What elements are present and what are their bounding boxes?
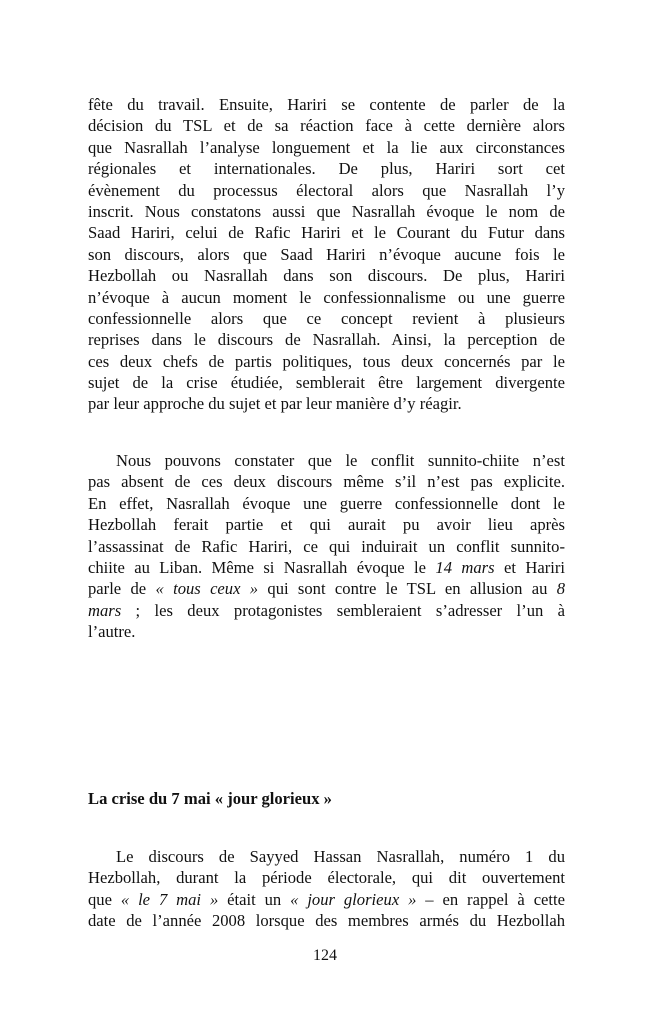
paragraph-3 (88, 846, 565, 932)
text-line (88, 265, 565, 286)
text-run: Nous pouvons constater que le conflit sunnito-chiite n’est (116, 451, 565, 470)
text-line (88, 867, 565, 888)
text-line (88, 471, 565, 492)
text-run: décision du TSL et de sa réaction face à cette dernière alors (88, 116, 565, 136)
text-run: que Nasrallah l’analyse longuement et la lie aux circonstances (88, 137, 565, 157)
text-line (88, 244, 565, 265)
text-run: reprises dans le discours de Nasrallah. Ainsi, la perception de (88, 330, 565, 350)
text-line (88, 450, 565, 471)
text-run: n’évoque à aucun moment le confessionnalisme ou une guerre (88, 287, 565, 307)
text-run: Le discours de Sayyed Hassan Nasrallah, numéro 1 du (116, 847, 565, 866)
italic-text: 14 mars (435, 557, 495, 577)
text-line (88, 222, 565, 243)
text-line (88, 329, 565, 350)
text-run: date de l’année 2008 lorsque des membres armés du Hezbollah (88, 911, 565, 931)
text-run: fête du travail. Ensuite, Hariri se contente de parler de la (88, 95, 565, 114)
text-line (88, 393, 565, 414)
italic-text: « tous ceux » (155, 579, 259, 599)
text-run: Saad Hariri, celui de Rafic Hariri et le Courant du Futur dans (88, 223, 565, 243)
text-run: l’assassinat de Rafic Hariri, ce qui induirait un conflit sunnito- (88, 536, 565, 556)
text-line (88, 351, 565, 372)
page-number: 124 (313, 947, 337, 964)
text-line (88, 578, 565, 599)
text-line (88, 115, 565, 136)
text-run: son discours, alors que Saad Hariri n’évoque aucune fois le (88, 244, 565, 264)
text-line (88, 557, 565, 578)
text-run: était un (218, 889, 291, 909)
text-line (88, 889, 565, 910)
text-line (88, 600, 565, 621)
text-run: inscrit. Nous constatons aussi que Nasrallah évoque le nom de (88, 201, 565, 221)
italic-text: « le 7 mai » (120, 889, 219, 909)
text-run: Hezbollah ou Nasrallah dans son discours. De plus, Hariri (88, 266, 565, 286)
text-run: sujet de la crise étudiée, semblerait être largement divergente (88, 373, 565, 393)
text-line (88, 201, 565, 222)
paragraph-2 (88, 450, 565, 643)
text-line (88, 94, 565, 115)
text-run: l’autre. (88, 622, 136, 642)
italic-text: 8 (556, 579, 566, 599)
text-run: et Hariri (494, 557, 565, 577)
text-run: Hezbollah, durant la période électorale, qui dit ouvertement (88, 868, 565, 888)
italic-text: « jour glorieux » (290, 889, 417, 909)
text-line (88, 910, 565, 931)
text-run: que (88, 889, 121, 909)
text-run: évènement du processus électoral alors que Nasrallah l’y (88, 180, 565, 200)
text-run: par leur approche du sujet et par leur manière d’y réagir. (88, 394, 462, 414)
text-line (88, 846, 565, 867)
italic-text: mars (88, 600, 122, 620)
section-heading: La crise du 7 mai « jour glorieux » (88, 789, 332, 808)
text-line (88, 536, 565, 557)
text-run: confessionnelle alors que ce concept revient à plusieurs (88, 308, 565, 328)
text-run: chiite au Liban. Même si Nasrallah évoque le (88, 557, 436, 577)
text-line (88, 621, 565, 642)
text-line (88, 514, 565, 535)
text-line (88, 372, 565, 393)
text-line (88, 137, 565, 158)
text-run: parle de (88, 579, 156, 599)
text-line (88, 287, 565, 308)
text-line (88, 158, 565, 179)
text-run: qui sont contre le TSL en allusion au (258, 579, 557, 599)
text-run: Hezbollah ferait partie et qui aurait pu avoir lieu après (88, 515, 565, 535)
text-run: ; les deux protagonistes sembleraient s’adresser l’un à (121, 600, 565, 620)
text-line (88, 493, 565, 514)
text-line (88, 180, 565, 201)
text-line (88, 308, 565, 329)
text-run: régionales et internationales. De plus, Hariri sort cet (88, 159, 565, 179)
text-run: En effet, Nasrallah évoque une guerre confessionnelle dont le (88, 493, 565, 513)
text-run: pas absent de ces deux discours même s’il n’est pas explicite. (88, 472, 565, 492)
text-run: – en rappel à cette (416, 889, 566, 909)
text-run: ces deux chefs de partis politiques, tous deux concernés par le (88, 351, 565, 371)
paragraph-1 (88, 94, 565, 415)
